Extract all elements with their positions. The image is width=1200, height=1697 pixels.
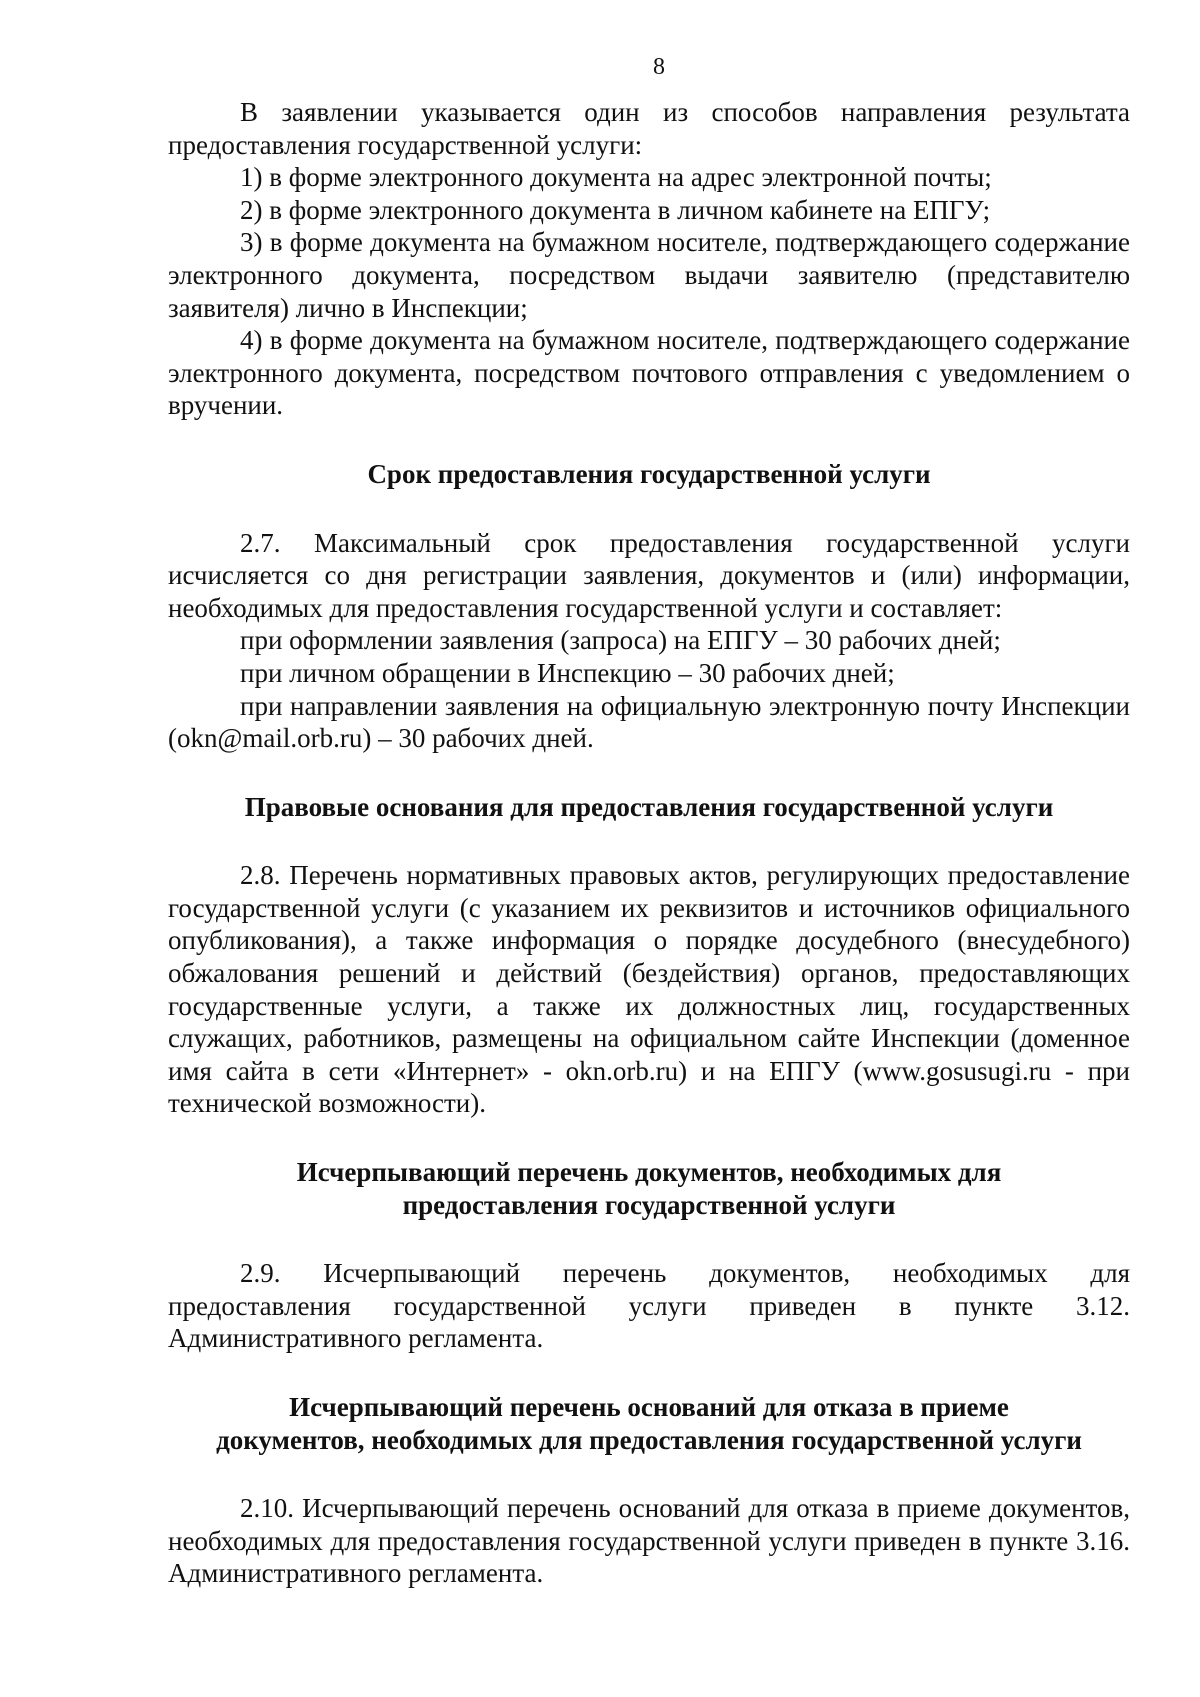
heading-documents-line-1: Исчерпывающий перечень документов, необходимых для <box>296 1157 1002 1188</box>
heading-refusal-line-2: документов, необходимых для предоставления государственной услуги <box>216 1424 1082 1455</box>
term-item-email: при направлении заявления на официальную электронную почту Инспекции (okn@mail.orb.ru) – 30 рабочих дней. <box>168 690 1130 754</box>
intro-paragraph: В заявлении указывается один из способов направления результата предоставления государственной услуги: <box>168 97 1130 160</box>
heading-documents-line-2: предоставления государственной услуги <box>402 1189 896 1220</box>
heading-legal: Правовые основания для предоставления государственной услуги <box>244 791 1054 822</box>
page-number: 8 <box>653 54 665 80</box>
intro-item-3: 3) в форме документа на бумажном носителе, подтверждающего содержание электронного документа, посредством выдачи заявителю (представителю заявителя) лично в Инспекции; <box>168 227 1130 323</box>
intro-item-2: 2) в форме электронного документа в личном кабинете на ЕПГУ; <box>240 194 991 225</box>
term-item-personal: при личном обращении в Инспекцию – 30 рабочих дней; <box>240 657 895 688</box>
intro-item-4: 4) в форме документа на бумажном носителе, подтверждающего содержание электронного документа, посредством почтового отправления с уведомлением о вручении. <box>168 325 1130 421</box>
heading-refusal-line-1: Исчерпывающий перечень оснований для отказа в приеме <box>289 1392 1009 1422</box>
paragraph-2-10: 2.10. Исчерпывающий перечень оснований для отказа в приеме документов, необходимых для предоставления государственной услуги приведен в пункте 3.16. Административного регламента. <box>168 1493 1130 1589</box>
paragraph-2-8: 2.8. Перечень нормативных правовых актов, регулирующих предоставление государственной услуги (с указанием их реквизитов и источников официального опубликования), а также информация о порядке досудебного (внесудебного) обжалования решений и действий (бездействия) органов, предоставляющих государственные услуги, а также их должностных лиц, государственных служащих, работников, размещены на официальном сайте Инспекции (доменное имя сайта в сети «Интернет» - okn.orb.ru) и на ЕПГУ (www.gosusugi.ru - при технической возможности). <box>168 860 1130 1119</box>
intro-item-1: 1) в форме электронного документа на адрес электронной почты; <box>240 162 992 193</box>
paragraph-2-7: 2.7. Максимальный срок предоставления государственной услуги исчисляется со дня регистрации заявления, документов и (или) информации, необходимых для предоставления государственной услуги и составляет: <box>168 527 1130 623</box>
paragraph-2-9: 2.9. Исчерпывающий перечень документов, необходимых для предоставления государственной услуги приведен в пункте 3.12. Административного регламента. <box>168 1258 1130 1354</box>
document-page <box>168 52 1130 1590</box>
heading-term: Срок предоставления государственной услуги <box>367 458 931 489</box>
term-item-epgu: при оформлении заявления (запроса) на ЕПГУ – 30 рабочих дней; <box>240 625 1001 656</box>
